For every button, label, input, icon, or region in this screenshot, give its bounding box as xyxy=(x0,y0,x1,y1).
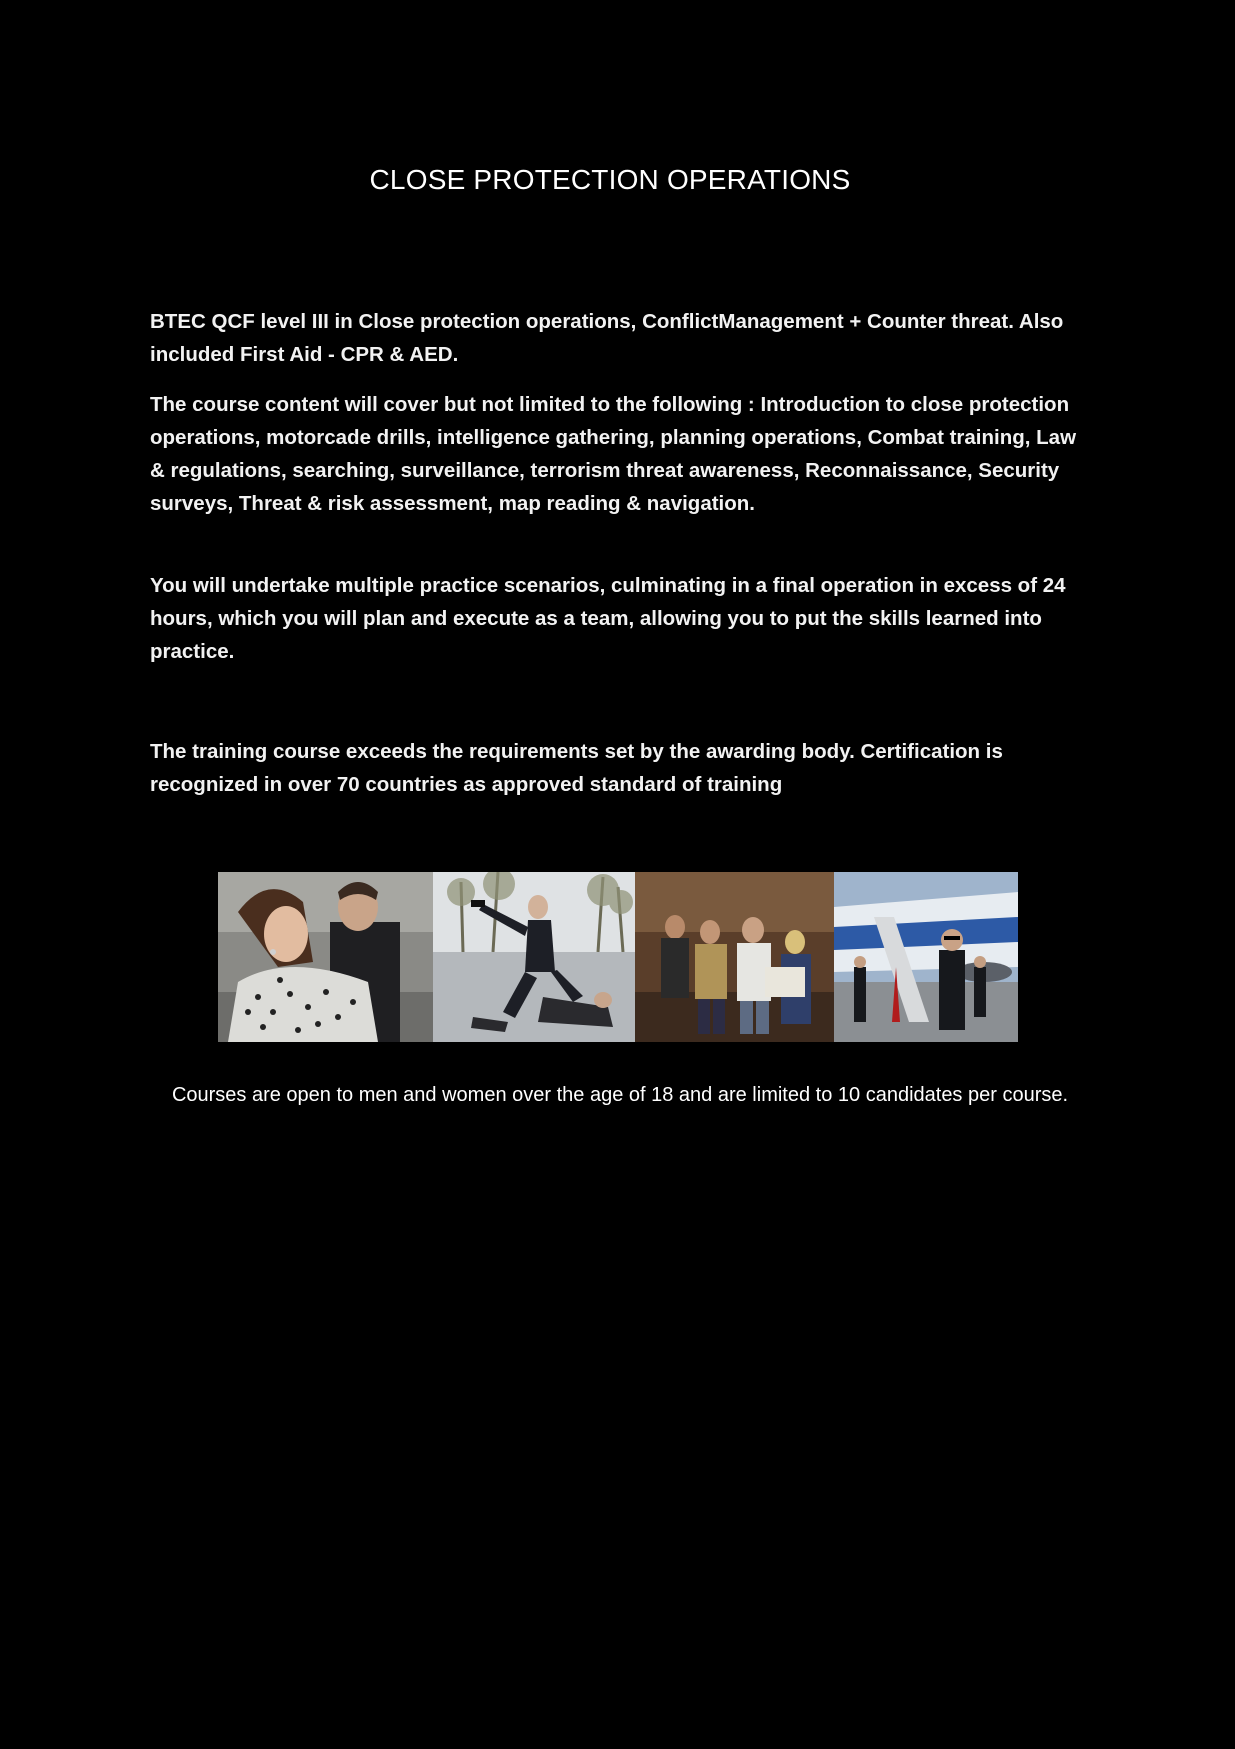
aircraft-security-detail-photo xyxy=(834,872,1018,1042)
certification-paragraph: The training course exceeds the requirements set by the awarding body. Certification is recognized in over 70 countries as approved standard of training xyxy=(150,740,1003,796)
practice-scenarios-paragraph: You will undertake multiple practice scenarios, culminating in a final operation in excess of 24 hours, which you will plan and execute as a team, allowing you to put the skills learned into practice. xyxy=(150,574,1066,663)
takedown-drill-photo xyxy=(433,872,635,1042)
indoor-training-photo xyxy=(635,872,834,1042)
protectee-with-bodyguard-photo xyxy=(218,872,433,1042)
qualification-paragraph: BTEC QCF level III in Close protection operations, ConflictManagement + Counter threat. Also included First Aid - CPR & AED. xyxy=(150,310,1064,366)
page-title: CLOSE PROTECTION OPERATIONS xyxy=(369,164,851,195)
photo-strip xyxy=(218,872,1018,1042)
course-content-paragraph: The course content will cover but not limited to the following : Introduction to close protection operations, motorcade drills, intelligence gathering, planning operations, Combat training, Law & regulations, searching, surveillance, terrorism threat awareness, Reconnaissance, Security surveys, Threat & risk assessment, map reading & navigation. xyxy=(150,393,1077,515)
eligibility-note: Courses are open to men and women over the age of 18 and are limited to 10 candidates per course. xyxy=(171,1084,1069,1106)
